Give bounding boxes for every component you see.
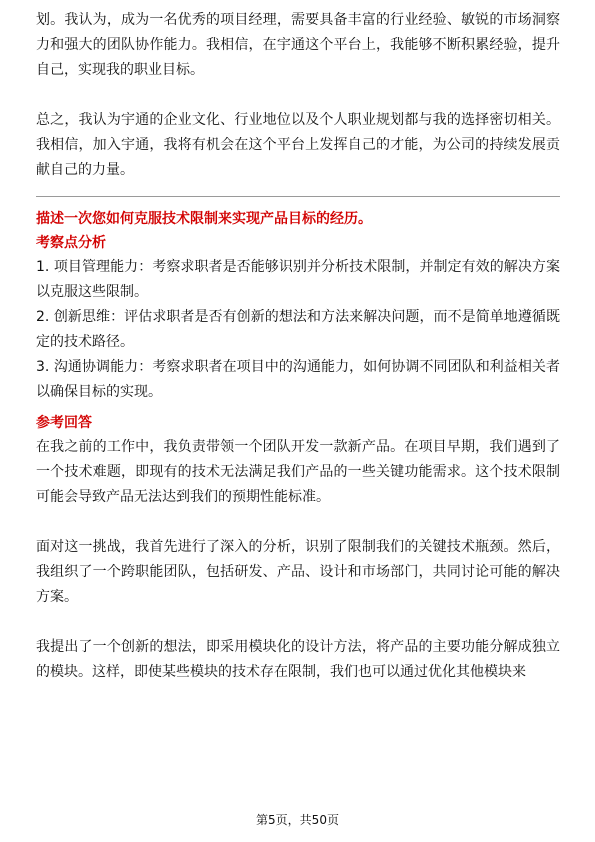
page-content bbox=[36, 8, 560, 685]
analysis-item-1: 1. 项目管理能力：考察求职者是否能够识别并分析技术限制，并制定有效的解决方案以克服这些限制。 bbox=[36, 259, 560, 300]
analysis-item-3: 3. 沟通协调能力：考察求职者在项目中的沟通能力，如何协调不同团队和利益相关者以确保目标的实现。 bbox=[36, 359, 560, 400]
analysis-title: 考察点分析 bbox=[36, 235, 106, 251]
answer-title: 参考回答 bbox=[36, 415, 92, 431]
section-divider bbox=[36, 196, 560, 197]
answer-paragraph-2: 面对这一挑战，我首先进行了深入的分析，识别了限制我们的关键技术瓶颈。然后，我组织了一个跨职能团队，包括研发、产品、设计和市场部门，共同讨论可能的解决方案。 bbox=[36, 539, 560, 605]
page-number-footer: 第5页，共50页 bbox=[256, 813, 339, 827]
paragraph-gap bbox=[36, 610, 560, 635]
question-heading: 描述一次您如何克服技术限制来实现产品目标的经历。 bbox=[36, 211, 372, 227]
intro-paragraph-1: 划。我认为，成为一名优秀的项目经理，需要具备丰富的行业经验、敏锐的市场洞察力和强大的团队协作能力。我相信，在宇通这个平台上，我能够不断积累经验，提升自己，实现我的职业目标。 bbox=[36, 12, 560, 78]
analysis-item-2: 2. 创新思维：评估求职者是否有创新的想法和方法来解决问题，而不是简单地遵循既定的技术路径。 bbox=[36, 309, 560, 350]
paragraph-gap bbox=[36, 83, 560, 108]
paragraph-gap bbox=[36, 510, 560, 535]
answer-paragraph-1: 在我之前的工作中，我负责带领一个团队开发一款新产品。在项目早期，我们遇到了一个技术难题，即现有的技术无法满足我们产品的一些关键功能需求。这个技术限制可能会导致产品无法达到我们的预期性能标准。 bbox=[36, 439, 560, 505]
answer-paragraph-3: 我提出了一个创新的想法，即采用模块化的设计方法，将产品的主要功能分解成独立的模块。这样，即使某些模块的技术存在限制，我们也可以通过优化其他模块来 bbox=[36, 639, 560, 680]
intro-paragraph-2: 总之，我认为宇通的企业文化、行业地位以及个人职业规划都与我的选择密切相关。我相信，加入宇通，我将有机会在这个平台上发挥自己的才能，为公司的持续发展贡献自己的力量。 bbox=[36, 112, 560, 178]
